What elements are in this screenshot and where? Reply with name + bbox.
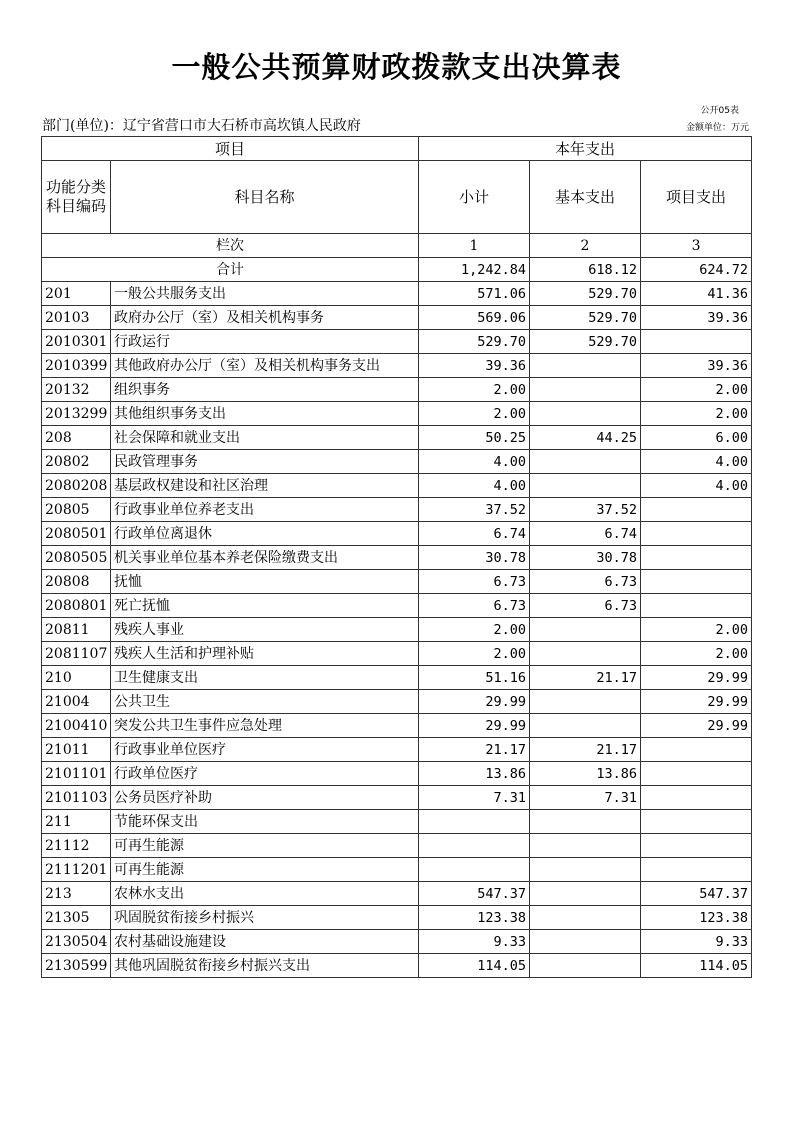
- form-number: 公开05表: [700, 106, 739, 116]
- row-code: 20132: [42, 378, 111, 402]
- row-project: [641, 858, 752, 882]
- row-code: 21011: [42, 738, 111, 762]
- row-project: 9.33: [641, 930, 752, 954]
- total-basic: 618.12: [530, 258, 641, 282]
- row-name: 其他巩固脱贫衔接乡村振兴支出: [111, 954, 419, 978]
- row-basic: [530, 474, 641, 498]
- row-basic: 529.70: [530, 330, 641, 354]
- row-name: 行政事业单位医疗: [111, 738, 419, 762]
- total-row: [42, 258, 752, 282]
- row-name: 残疾人事业: [111, 618, 419, 642]
- table-row: [42, 810, 752, 834]
- expenditure-table: [41, 136, 752, 978]
- table-row: [42, 930, 752, 954]
- row-name: 社会保障和就业支出: [111, 426, 419, 450]
- row-name: 农林水支出: [111, 882, 419, 906]
- row-project: [641, 498, 752, 522]
- table-row: [42, 426, 752, 450]
- row-project: [641, 522, 752, 546]
- table-row: [42, 762, 752, 786]
- row-code: 2081107: [42, 642, 111, 666]
- row-project: 29.99: [641, 666, 752, 690]
- row-subtotal: 9.33: [419, 930, 530, 954]
- row-name: 残疾人生活和护理补贴: [111, 642, 419, 666]
- table-row: [42, 954, 752, 978]
- row-code: 20805: [42, 498, 111, 522]
- row-basic: 21.17: [530, 738, 641, 762]
- header-subtotal: 小计: [419, 161, 530, 234]
- table-row: [42, 522, 752, 546]
- row-name: 死亡抚恤: [111, 594, 419, 618]
- table-row: [42, 402, 752, 426]
- row-basic: [530, 450, 641, 474]
- row-project: 2.00: [641, 642, 752, 666]
- row-name: 公务员医疗补助: [111, 786, 419, 810]
- table-row: [42, 546, 752, 570]
- row-subtotal: 29.99: [419, 690, 530, 714]
- row-basic: [530, 618, 641, 642]
- total-subtotal: 1,242.84: [419, 258, 530, 282]
- header-project-exp: 项目支出: [641, 161, 752, 234]
- row-code: 2080208: [42, 474, 111, 498]
- row-name: 其他政府办公厅（室）及相关机构事务支出: [111, 354, 419, 378]
- row-subtotal: 2.00: [419, 642, 530, 666]
- column-index-label: 栏次: [42, 234, 419, 258]
- row-basic: 21.17: [530, 666, 641, 690]
- row-code: 210: [42, 666, 111, 690]
- row-basic: [530, 642, 641, 666]
- row-project: 39.36: [641, 354, 752, 378]
- row-subtotal: 4.00: [419, 474, 530, 498]
- table-row: [42, 570, 752, 594]
- row-subtotal: 569.06: [419, 306, 530, 330]
- header-name: 科目名称: [111, 161, 419, 234]
- header-code: 功能分类科目编码: [42, 161, 111, 234]
- row-code: 2080505: [42, 546, 111, 570]
- row-subtotal: 114.05: [419, 954, 530, 978]
- row-basic: [530, 714, 641, 738]
- row-subtotal: [419, 858, 530, 882]
- row-name: 一般公共服务支出: [111, 282, 419, 306]
- row-subtotal: 50.25: [419, 426, 530, 450]
- header-row-top: [42, 137, 752, 161]
- table-row: [42, 858, 752, 882]
- row-project: 39.36: [641, 306, 752, 330]
- row-code: 21004: [42, 690, 111, 714]
- row-name: 民政管理事务: [111, 450, 419, 474]
- row-name: 其他组织事务支出: [111, 402, 419, 426]
- row-basic: 7.31: [530, 786, 641, 810]
- row-name: 农村基础设施建设: [111, 930, 419, 954]
- row-subtotal: 37.52: [419, 498, 530, 522]
- column-index-2: 2: [530, 234, 641, 258]
- row-name: 政府办公厅（室）及相关机构事务: [111, 306, 419, 330]
- row-code: 2101103: [42, 786, 111, 810]
- row-subtotal: 2.00: [419, 402, 530, 426]
- row-project: [641, 330, 752, 354]
- header-row-main: [42, 161, 752, 234]
- row-project: 4.00: [641, 474, 752, 498]
- row-code: 20802: [42, 450, 111, 474]
- row-project: 29.99: [641, 690, 752, 714]
- row-subtotal: 39.36: [419, 354, 530, 378]
- row-subtotal: 29.99: [419, 714, 530, 738]
- row-project: 2.00: [641, 378, 752, 402]
- row-project: [641, 594, 752, 618]
- row-code: 2101101: [42, 762, 111, 786]
- row-subtotal: 547.37: [419, 882, 530, 906]
- table-row: [42, 474, 752, 498]
- row-project: [641, 810, 752, 834]
- row-project: 114.05: [641, 954, 752, 978]
- row-basic: [530, 354, 641, 378]
- row-code: 2080801: [42, 594, 111, 618]
- row-subtotal: 2.00: [419, 378, 530, 402]
- row-subtotal: 7.31: [419, 786, 530, 810]
- row-basic: 13.86: [530, 762, 641, 786]
- table-row: [42, 618, 752, 642]
- column-index-row: [42, 234, 752, 258]
- row-basic: [530, 690, 641, 714]
- row-code: 21305: [42, 906, 111, 930]
- row-subtotal: 4.00: [419, 450, 530, 474]
- row-basic: 529.70: [530, 306, 641, 330]
- row-basic: 37.52: [530, 498, 641, 522]
- row-code: 20811: [42, 618, 111, 642]
- row-basic: [530, 834, 641, 858]
- row-subtotal: 571.06: [419, 282, 530, 306]
- row-subtotal: [419, 834, 530, 858]
- table-row: [42, 786, 752, 810]
- row-basic: 6.74: [530, 522, 641, 546]
- department-label: 部门(单位)：辽宁省营口市大石桥市高坎镇人民政府: [42, 118, 361, 134]
- table-row: [42, 738, 752, 762]
- row-name: 节能环保支出: [111, 810, 419, 834]
- row-project: 2.00: [641, 618, 752, 642]
- table-row: [42, 834, 752, 858]
- row-project: [641, 546, 752, 570]
- row-subtotal: 529.70: [419, 330, 530, 354]
- row-basic: 6.73: [530, 570, 641, 594]
- header-project: 项目: [42, 137, 419, 161]
- table-row: [42, 306, 752, 330]
- row-name: 组织事务: [111, 378, 419, 402]
- row-basic: 44.25: [530, 426, 641, 450]
- row-code: 2130599: [42, 954, 111, 978]
- table-row: [42, 882, 752, 906]
- row-name: 行政单位医疗: [111, 762, 419, 786]
- row-name: 行政事业单位养老支出: [111, 498, 419, 522]
- row-name: 行政运行: [111, 330, 419, 354]
- row-project: 41.36: [641, 282, 752, 306]
- row-basic: 6.73: [530, 594, 641, 618]
- row-code: 20103: [42, 306, 111, 330]
- row-code: 2013299: [42, 402, 111, 426]
- row-code: 20808: [42, 570, 111, 594]
- row-project: [641, 738, 752, 762]
- row-project: 6.00: [641, 426, 752, 450]
- row-basic: [530, 906, 641, 930]
- row-code: 2080501: [42, 522, 111, 546]
- row-subtotal: 2.00: [419, 618, 530, 642]
- row-code: 2130504: [42, 930, 111, 954]
- row-project: 4.00: [641, 450, 752, 474]
- row-subtotal: 51.16: [419, 666, 530, 690]
- table-row: [42, 330, 752, 354]
- row-basic: [530, 858, 641, 882]
- row-project: [641, 762, 752, 786]
- row-name: 可再生能源: [111, 834, 419, 858]
- row-project: 123.38: [641, 906, 752, 930]
- table-row: [42, 666, 752, 690]
- row-basic: 529.70: [530, 282, 641, 306]
- table-row: [42, 690, 752, 714]
- table-row: [42, 642, 752, 666]
- column-index-3: 3: [641, 234, 752, 258]
- row-code: 2100410: [42, 714, 111, 738]
- header-basic: 基本支出: [530, 161, 641, 234]
- table-row: [42, 354, 752, 378]
- table-row: [42, 906, 752, 930]
- table-row: [42, 498, 752, 522]
- total-label: 合计: [42, 258, 419, 282]
- row-code: 2010399: [42, 354, 111, 378]
- row-basic: [530, 378, 641, 402]
- row-basic: [530, 810, 641, 834]
- total-project: 624.72: [641, 258, 752, 282]
- row-basic: [530, 930, 641, 954]
- row-code: 211: [42, 810, 111, 834]
- table-row: [42, 594, 752, 618]
- row-name: 巩固脱贫衔接乡村振兴: [111, 906, 419, 930]
- row-project: [641, 570, 752, 594]
- row-name: 卫生健康支出: [111, 666, 419, 690]
- row-name: 基层政权建设和社区治理: [111, 474, 419, 498]
- row-project: 2.00: [641, 402, 752, 426]
- row-project: [641, 834, 752, 858]
- row-code: 208: [42, 426, 111, 450]
- row-code: 2111201: [42, 858, 111, 882]
- row-basic: [530, 954, 641, 978]
- table-row: [42, 378, 752, 402]
- row-name: 抚恤: [111, 570, 419, 594]
- row-name: 可再生能源: [111, 858, 419, 882]
- table-row: [42, 450, 752, 474]
- row-name: 突发公共卫生事件应急处理: [111, 714, 419, 738]
- row-subtotal: 13.86: [419, 762, 530, 786]
- row-name: 机关事业单位基本养老保险缴费支出: [111, 546, 419, 570]
- row-subtotal: 6.74: [419, 522, 530, 546]
- row-basic: [530, 402, 641, 426]
- row-code: 201: [42, 282, 111, 306]
- row-code: 213: [42, 882, 111, 906]
- table-row: [42, 282, 752, 306]
- column-index-1: 1: [419, 234, 530, 258]
- row-name: 公共卫生: [111, 690, 419, 714]
- header-current-year: 本年支出: [419, 137, 752, 161]
- row-subtotal: 21.17: [419, 738, 530, 762]
- row-subtotal: 123.38: [419, 906, 530, 930]
- row-subtotal: [419, 810, 530, 834]
- row-subtotal: 6.73: [419, 570, 530, 594]
- row-basic: [530, 882, 641, 906]
- row-name: 行政单位离退休: [111, 522, 419, 546]
- row-basic: 30.78: [530, 546, 641, 570]
- page-title: 一般公共预算财政拨款支出决算表: [171, 50, 622, 84]
- row-project: [641, 786, 752, 810]
- table-row: [42, 714, 752, 738]
- row-subtotal: 30.78: [419, 546, 530, 570]
- amount-unit: 金额单位：万元: [685, 123, 749, 133]
- row-project: 547.37: [641, 882, 752, 906]
- row-project: 29.99: [641, 714, 752, 738]
- row-code: 2010301: [42, 330, 111, 354]
- row-subtotal: 6.73: [419, 594, 530, 618]
- row-code: 21112: [42, 834, 111, 858]
